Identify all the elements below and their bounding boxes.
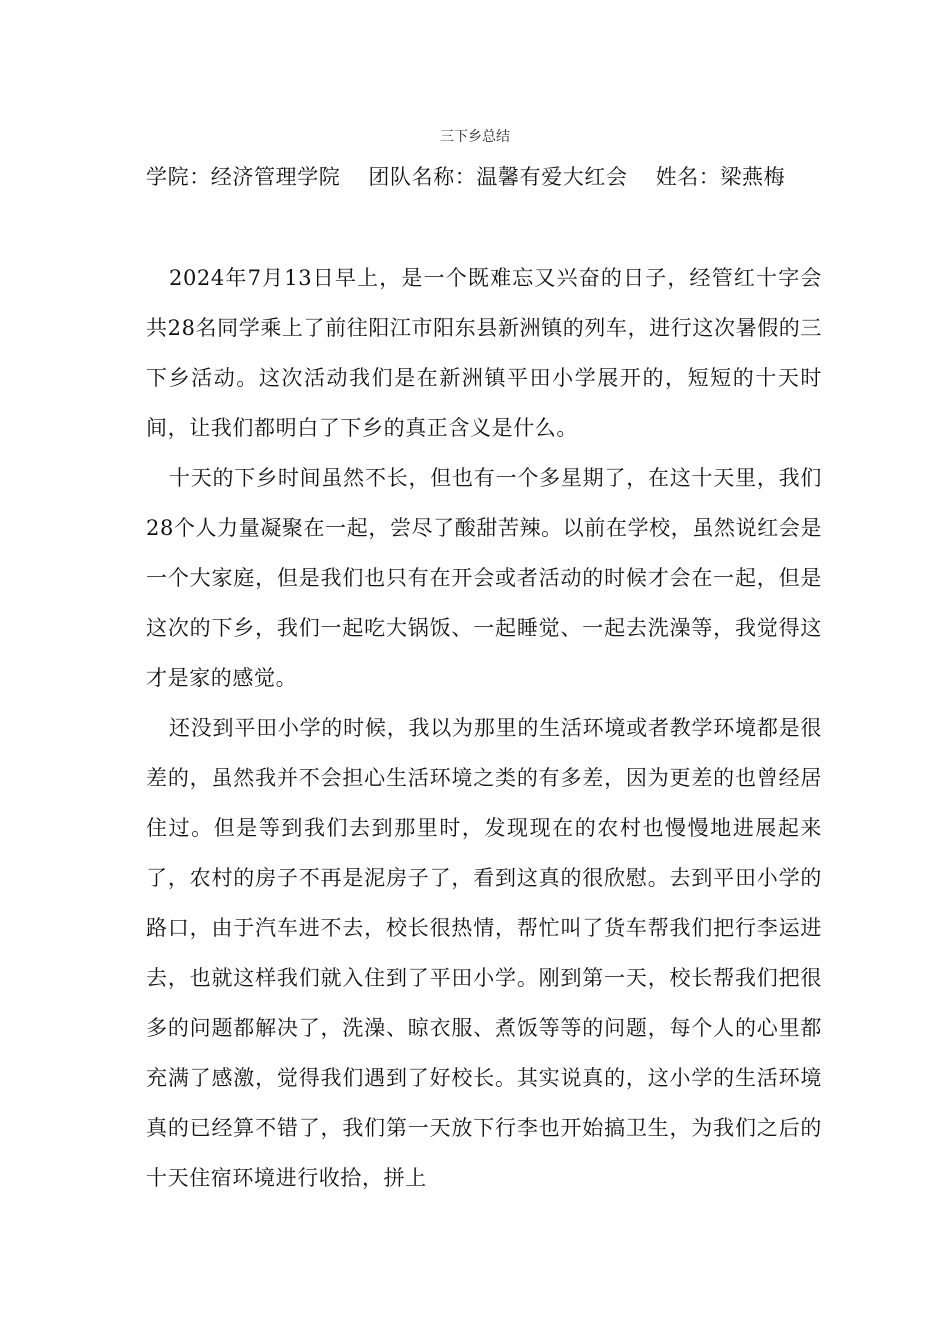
college-label: 学院：经济管理学院 (146, 165, 341, 189)
document-title: 三下乡总结 (440, 129, 510, 145)
author-name-label: 姓名：梁燕梅 (655, 165, 786, 189)
team-name-label: 团队名称：温馨有爱大红会 (368, 165, 628, 189)
paragraph-3: 还没到平田小学的时候，我以为那里的生活环境或者教学环境都是很差的，虽然我并不会担心生活环境之类的有多差，因为更差的也曾经居住过。但是等到我们去到那里时，发现现在的农村也慢慢地进展起来了，农村的房子不再是泥房子了，看到这真的很欣慰。去到平田小学的路口，由于汽车进不去，校长很热情，帮忙叫了货车帮我们把行李运进去，也就这样我们就入住到了平田小学。刚到第一天，校长帮我们把很多的问题都解决了，洗澡、晾衣服、煮饭等等的问题，每个人的心里都充满了感激，觉得我们遇到了好校长。其实说真的，这小学的生活环境真的已经算不错了，我们第一天放下行李也开始搞卫生，为我们之后的十天住宿环境进行收拾，拼上 (146, 716, 822, 1190)
paragraph-2: 十天的下乡时间虽然不长，但也有一个多星期了，在这十天里，我们28个人力量凝聚在一起，尝尽了酸甜苦辣。以前在学校，虽然说红会是一个大家庭，但是我们也只有在开会或者活动的时候才会在一起，但是这次的下乡，我们一起吃大锅饭、一起睡觉、一起去洗澡等，我觉得这才是家的感觉。 (146, 466, 822, 690)
author-info (146, 156, 806, 198)
document-body (146, 253, 822, 1203)
paragraph-1: 2024年7月13日早上，是一个既难忘又兴奋的日子，经管红十字会共28名同学乘上了前往阳江市阳东县新洲镇的列车，进行这次暑假的三下乡活动。这次活动我们是在新洲镇平田小学展开的，短短的十天时间，让我们都明白了下乡的真正含义是什么。 (146, 266, 822, 440)
